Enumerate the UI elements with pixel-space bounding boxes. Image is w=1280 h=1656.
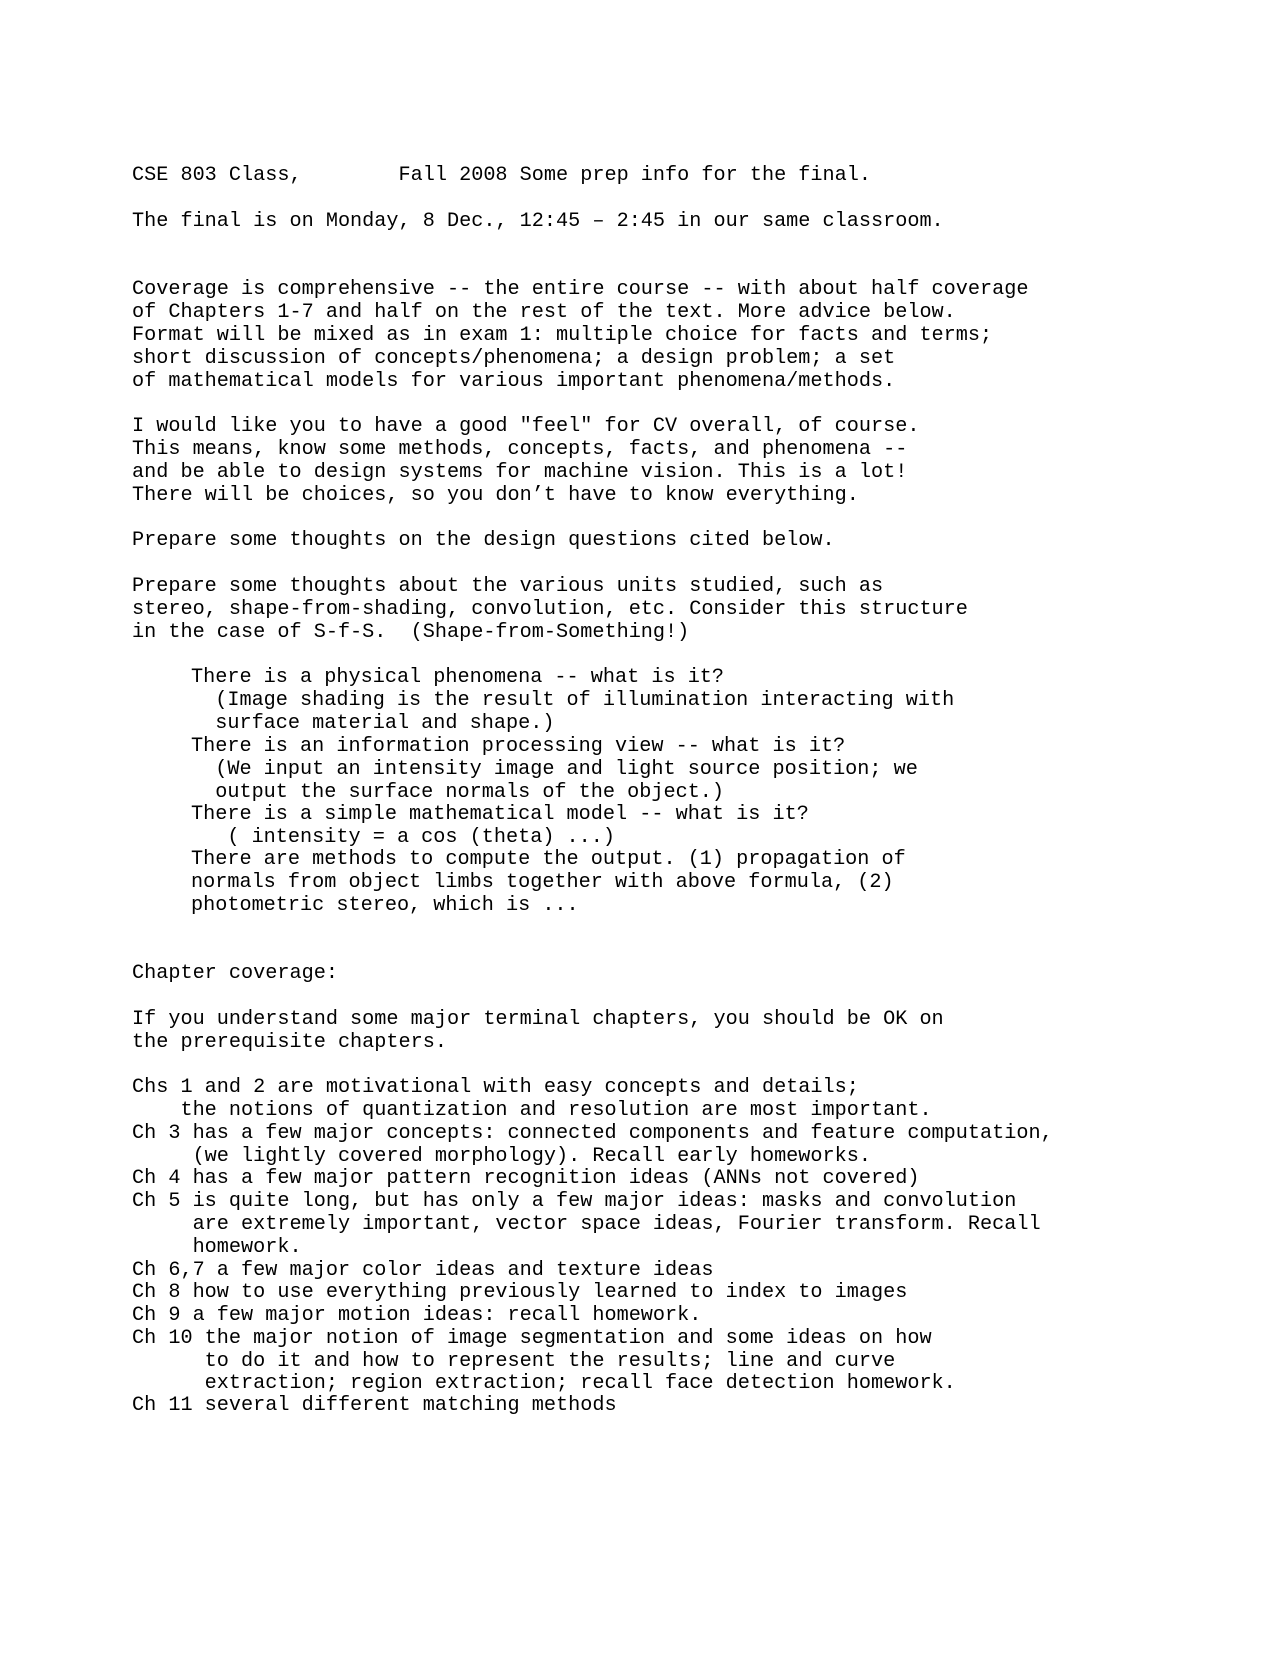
sfs-structure-line: There is a simple mathematical model -- what is it? — [191, 803, 809, 826]
feel-line: This means, know some methods, concepts, facts, and phenomena -- — [132, 438, 908, 461]
sfs-structure-line: There is a physical phenomena -- what is it? — [191, 666, 725, 689]
units-line: Prepare some thoughts about the various units studied, such as — [132, 575, 884, 598]
chapter-coverage-heading: Chapter coverage: — [132, 962, 338, 985]
chapter-list-line: Ch 11 several different matching methods — [132, 1394, 617, 1417]
chapter-list-line: Ch 10 the major notion of image segmentation and some ideas on how — [132, 1327, 932, 1350]
chapter-list-line: (we lightly covered morphology). Recall early homeworks. — [132, 1145, 871, 1168]
coverage-line: Coverage is comprehensive -- the entire course -- with about half coverage — [132, 278, 1029, 301]
sfs-structure-line: (We input an intensity image and light source position; we — [191, 758, 918, 781]
chapter-list-line: to do it and how to represent the results; line and curve — [132, 1350, 896, 1373]
sfs-structure-line: photometric stereo, which is ... — [191, 894, 579, 917]
chapter-list-line: the notions of quantization and resolution are most important. — [132, 1099, 932, 1122]
units-line: stereo, shape-from-shading, convolution, etc. Consider this structure — [132, 598, 968, 621]
sfs-structure-line: normals from object limbs together with above formula, (2) — [191, 871, 894, 894]
document-header: CSE 803 Class, Fall 2008 Some prep info for the final. — [132, 164, 871, 187]
chapter-intro-line: the prerequisite chapters. — [132, 1031, 447, 1054]
chapter-list-line: extraction; region extraction; recall face detection homework. — [132, 1372, 956, 1395]
sfs-structure-line: output the surface normals of the object.) — [191, 781, 725, 804]
chapter-list-line: Ch 5 is quite long, but has only a few major ideas: masks and convolution — [132, 1190, 1017, 1213]
chapter-list-line: Ch 9 a few major motion ideas: recall homework. — [132, 1304, 702, 1327]
coverage-line: Format will be mixed as in exam 1: multiple choice for facts and terms; — [132, 324, 993, 347]
chapter-list-line: Ch 3 has a few major concepts: connected components and feature computation, — [132, 1122, 1053, 1145]
chapter-list-line: are extremely important, vector space ideas, Fourier transform. Recall — [132, 1213, 1041, 1236]
sfs-structure-line: (Image shading is the result of illumination interacting with — [191, 689, 955, 712]
chapter-list-line: Chs 1 and 2 are motivational with easy concepts and details; — [132, 1076, 859, 1099]
feel-line: There will be choices, so you don’t have to know everything. — [132, 484, 859, 507]
chapter-list-line: Ch 8 how to use everything previously learned to index to images — [132, 1281, 908, 1304]
chapter-intro-line: If you understand some major terminal chapters, you should be OK on — [132, 1008, 944, 1031]
sfs-structure-line: There is an information processing view -- what is it? — [191, 735, 846, 758]
design-prep-line: Prepare some thoughts on the design questions cited below. — [132, 529, 835, 552]
units-line: in the case of S-f-S. (Shape-from-Something!) — [132, 621, 690, 644]
chapter-list-line: Ch 4 has a few major pattern recognition ideas (ANNs not covered) — [132, 1167, 920, 1190]
coverage-line: of mathematical models for various important phenomena/methods. — [132, 370, 896, 393]
coverage-line: of Chapters 1-7 and half on the rest of the text. More advice below. — [132, 301, 956, 324]
coverage-line: short discussion of concepts/phenomena; a design problem; a set — [132, 347, 896, 370]
exam-date-line: The final is on Monday, 8 Dec., 12:45 – 2:45 in our same classroom. — [132, 210, 944, 233]
feel-line: and be able to design systems for machine vision. This is a lot! — [132, 461, 908, 484]
chapter-list-line: Ch 6,7 a few major color ideas and texture ideas — [132, 1259, 714, 1282]
feel-line: I would like you to have a good "feel" for CV overall, of course. — [132, 415, 920, 438]
sfs-structure-line: There are methods to compute the output. (1) propagation of — [191, 848, 906, 871]
sfs-structure-line: ( intensity = a cos (theta) ...) — [191, 826, 616, 849]
chapter-list-line: homework. — [132, 1236, 302, 1259]
sfs-structure-line: surface material and shape.) — [191, 712, 555, 735]
